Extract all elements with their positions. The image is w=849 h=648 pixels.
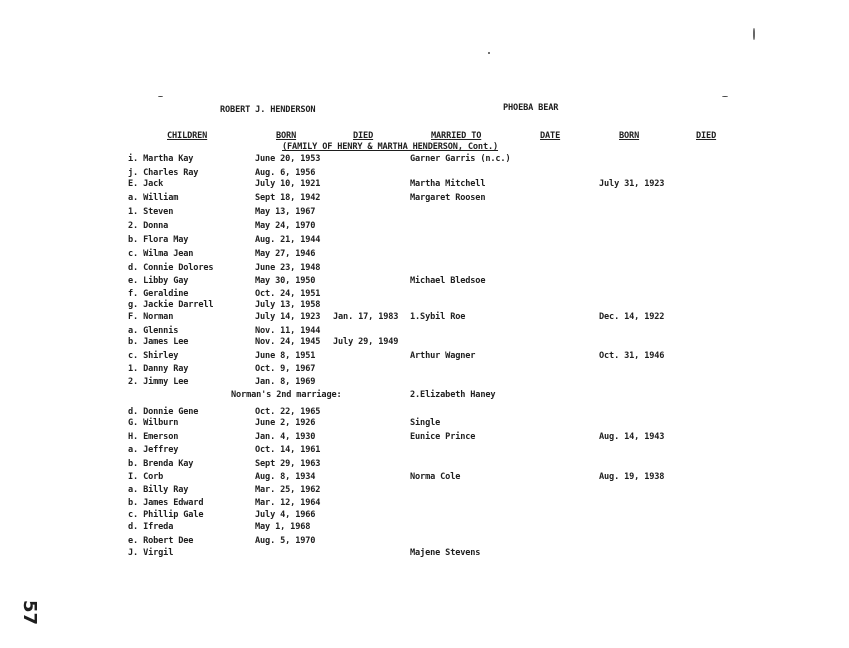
child-born: July 10, 1921 <box>255 179 321 189</box>
col-spouse-born: BORN <box>619 131 640 141</box>
child-born: Nov. 11, 1944 <box>255 326 321 336</box>
child-born: Jan. 4, 1930 <box>255 432 316 442</box>
col-died: DIED <box>353 131 374 141</box>
child-born: Oct. 9, 1967 <box>255 364 316 374</box>
child-born: Aug. 8, 1934 <box>255 472 316 482</box>
child-born: Nov. 24, 1945 <box>255 337 321 347</box>
child-born: Sept 29, 1963 <box>255 459 321 469</box>
col-born: BORN <box>276 131 297 141</box>
child-name: a. Jeffrey <box>128 445 179 455</box>
child-name: c. Shirley <box>128 351 179 361</box>
married-to: Eunice Prince <box>410 432 476 442</box>
child-born: Jan. 8, 1969 <box>255 377 316 387</box>
child-born: June 2, 1926 <box>255 418 316 428</box>
child-born: Oct. 24, 1951 <box>255 289 321 299</box>
married-to: 2.Elizabeth Haney <box>410 390 496 400</box>
child-name: I. Corb <box>128 472 164 482</box>
child-name: H. Emerson <box>128 432 179 442</box>
child-born: July 14, 1923 <box>255 312 321 322</box>
child-name: j. Charles Ray <box>128 168 199 178</box>
child-born: May 24, 1970 <box>255 221 316 231</box>
married-to: Norma Cole <box>410 472 461 482</box>
spouse-born: Dec. 14, 1922 <box>599 312 665 322</box>
child-born: Oct. 14, 1961 <box>255 445 321 455</box>
child-name: g. Jackie Darrell <box>128 300 214 310</box>
child-born: Aug. 5, 1970 <box>255 536 316 546</box>
child-born: May 13, 1967 <box>255 207 316 217</box>
child-name: b. James Edward <box>128 498 204 508</box>
child-name: f. Geraldine <box>128 289 189 299</box>
child-born: May 27, 1946 <box>255 249 316 259</box>
child-name: G. Wilburn <box>128 418 179 428</box>
child-name: d. Ifreda <box>128 522 174 532</box>
child-name: b. Brenda Kay <box>128 459 194 469</box>
child-born: Aug. 6, 1956 <box>255 168 316 178</box>
child-name: b. Flora May <box>128 235 189 245</box>
child-born: July 4, 1966 <box>255 510 316 520</box>
child-name: 1. Danny Ray <box>128 364 189 374</box>
married-to: Margaret Roosen <box>410 193 486 203</box>
child-name: d. Donnie Gene <box>128 407 199 417</box>
spouse-born: Aug. 14, 1943 <box>599 432 665 442</box>
child-born: Norman's 2nd marriage: <box>231 390 342 400</box>
child-name: 2. Donna <box>128 221 169 231</box>
child-name: a. Glennis <box>128 326 179 336</box>
child-died: Jan. 17, 1983 <box>333 312 399 322</box>
child-born: Mar. 12, 1964 <box>255 498 321 508</box>
child-born: Sept 18, 1942 <box>255 193 321 203</box>
married-to: 1.Sybil Roe <box>410 312 466 322</box>
col-spouse-died: DIED <box>696 131 717 141</box>
family-subheader: (FAMILY OF HENRY & MARTHA HENDERSON, Cont.) <box>282 142 499 152</box>
spouse-born: Aug. 19, 1938 <box>599 472 665 482</box>
child-born: June 20, 1953 <box>255 154 321 164</box>
child-died: July 29, 1949 <box>333 337 399 347</box>
married-to: Michael Bledsoe <box>410 276 486 286</box>
child-born: June 8, 1951 <box>255 351 316 361</box>
married-to: Single <box>410 418 441 428</box>
child-name: i. Martha Kay <box>128 154 194 164</box>
col-children: CHILDREN <box>167 131 208 141</box>
scan-speck <box>722 96 728 97</box>
child-name: 2. Jimmy Lee <box>128 377 189 387</box>
child-born: Oct. 22, 1965 <box>255 407 321 417</box>
child-name: b. James Lee <box>128 337 189 347</box>
spouse-born: July 31, 1923 <box>599 179 665 189</box>
child-name: c. Wilma Jean <box>128 249 194 259</box>
child-name: e. Libby Gay <box>128 276 189 286</box>
married-to: Arthur Wagner <box>410 351 476 361</box>
spouse-born: Oct. 31, 1946 <box>599 351 665 361</box>
child-born: Mar. 25, 1962 <box>255 485 321 495</box>
child-name: 1. Steven <box>128 207 174 217</box>
scan-speck <box>753 28 755 40</box>
scan-speck <box>488 52 490 54</box>
child-name: a. William <box>128 193 179 203</box>
child-name: d. Connie Dolores <box>128 263 214 273</box>
child-name: e. Robert Dee <box>128 536 194 546</box>
child-name: J. Virgil <box>128 548 174 558</box>
child-name: c. Phillip Gale <box>128 510 204 520</box>
col-date: DATE <box>540 131 561 141</box>
child-name: F. Norman <box>128 312 174 322</box>
child-born: June 23, 1948 <box>255 263 321 273</box>
married-to: Garner Garris (n.c.) <box>410 154 511 164</box>
scan-speck <box>158 96 163 97</box>
child-born: Aug. 21, 1944 <box>255 235 321 245</box>
child-born: May 30, 1950 <box>255 276 316 286</box>
child-name: E. Jack <box>128 179 164 189</box>
child-born: July 13, 1958 <box>255 300 321 310</box>
child-born: May 1, 1968 <box>255 522 311 532</box>
mother-name: PHOEBA BEAR <box>503 103 559 113</box>
col-married-to: MARRIED TO <box>431 131 482 141</box>
child-name: a. Billy Ray <box>128 485 189 495</box>
married-to: Majene Stevens <box>410 548 481 558</box>
married-to: Martha Mitchell <box>410 179 486 189</box>
father-name: ROBERT J. HENDERSON <box>220 105 316 115</box>
page-number: 57 <box>19 600 40 626</box>
